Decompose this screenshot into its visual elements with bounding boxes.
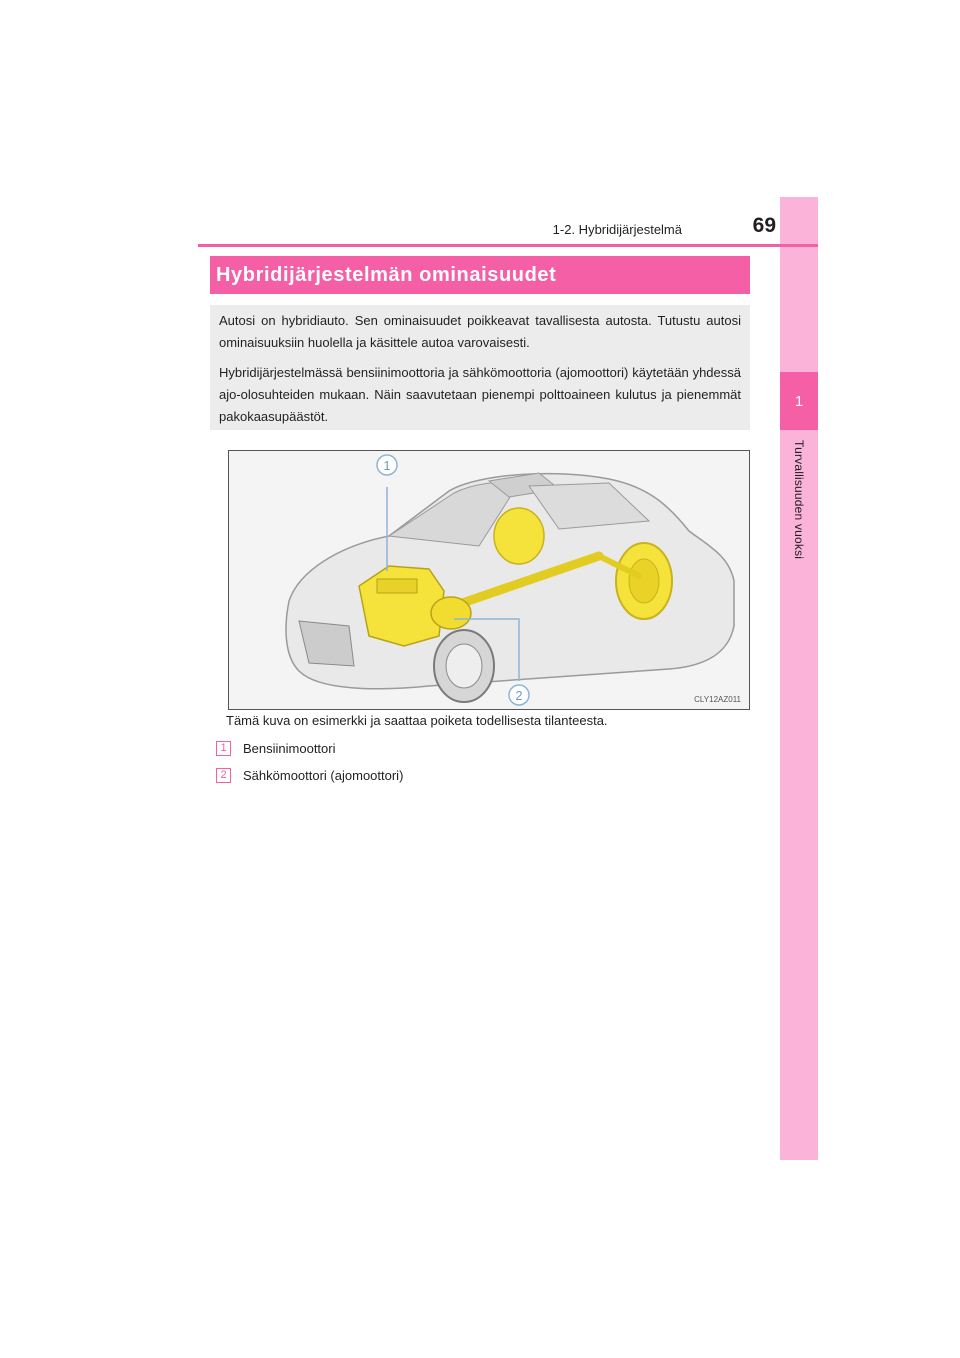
intro-box [210, 305, 750, 430]
legend-item-1 [216, 738, 336, 758]
chapter-title-tab [780, 440, 818, 590]
chapter-number: 1 [794, 392, 804, 410]
figure-code: CLY12AZ011 [694, 695, 741, 704]
engine-cover [377, 579, 417, 593]
hybrid-system-illustration [228, 450, 750, 710]
figure-caption: Tämä kuva on esimerkki ja saattaa poiketa todellisesta tilanteesta. [226, 713, 608, 728]
front-wheel-rim [446, 644, 482, 688]
legend-number-2: 2 [216, 768, 231, 783]
chapter-number-tab [780, 372, 818, 430]
page-number: 69 [752, 214, 776, 237]
callout-1-label: 1 [383, 458, 391, 473]
legend-label-2: Sähkömoottori (ajomoottori) [243, 767, 404, 783]
petrol-engine-shape [359, 566, 444, 646]
chapter-side-tab [780, 197, 818, 1160]
header-rule [198, 244, 818, 247]
intro-paragraph-1: Autosi on hybridiauto. Sen ominaisuudet poikkeavat tavallisesta autosta. Tutustu autosi ominaisuuksiin huolella ja käsittele autoa varovaisesti. [219, 313, 741, 350]
legend-item-2 [216, 765, 403, 785]
intro-paragraph-2: Hybridijärjestelmässä bensiinimoottoria ja sähkömoottoria (ajomoottori) käytetään yhdessä ajo-olosuhteiden mukaan. Näin saavutetaan pienempi polttoaineen kulutus ja pienemmät pakokaasupäästöt. [219, 365, 741, 424]
rear-wheel-rim [629, 559, 659, 603]
car-drawing [229, 451, 749, 709]
callout-2-label: 2 [515, 688, 523, 703]
legend-label-1: Bensiinimoottori [243, 740, 336, 756]
section-title: Hybridijärjestelmän ominaisuudet [216, 263, 557, 286]
legend-number-1: 1 [216, 741, 231, 756]
electric-motor-shape [431, 597, 471, 629]
chapter-title: Turvallisuuden vuoksi [792, 440, 806, 560]
section-label: 1-2. Hybridijärjestelmä [552, 222, 682, 237]
fuel-tank [494, 508, 544, 564]
section-title-bar [210, 256, 750, 294]
